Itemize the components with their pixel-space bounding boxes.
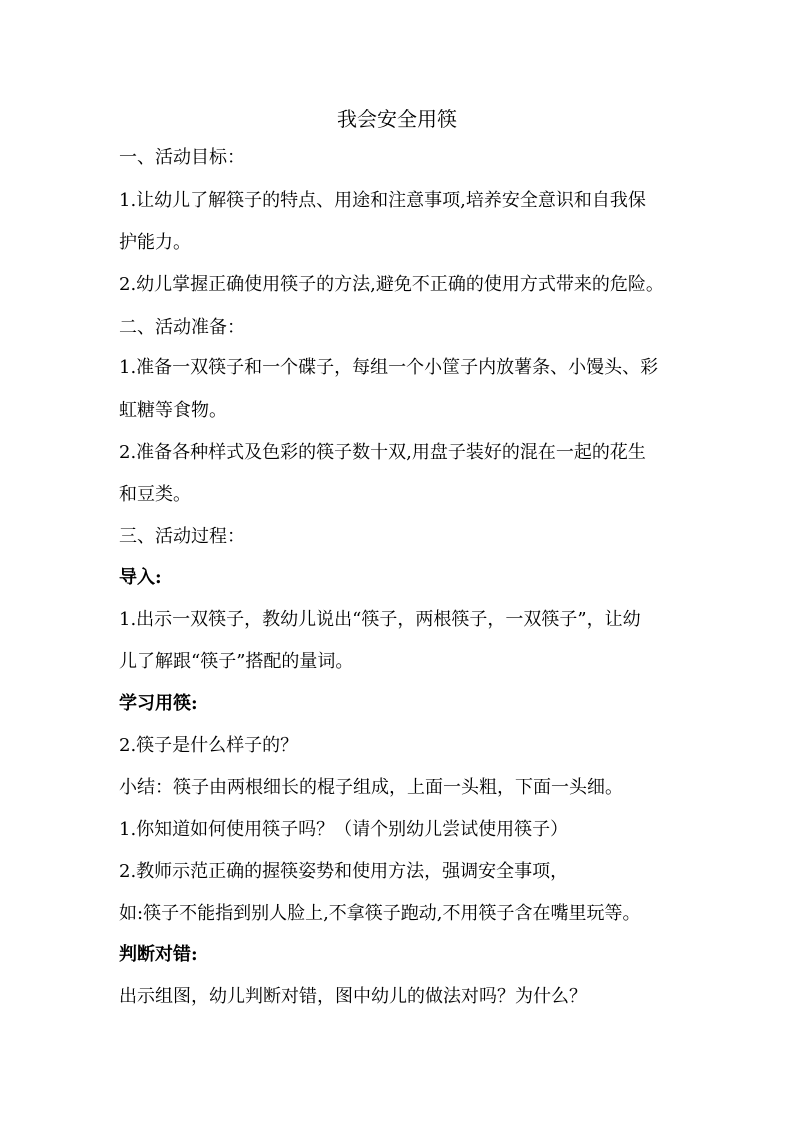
- document-title: 我会安全用筷: [337, 107, 457, 131]
- paragraph-line: 1.出示一双筷子，教幼儿说出“筷子，两根筷子，一双筷子”，让幼: [119, 609, 641, 630]
- subheading-learn: 学习用筷:: [119, 693, 198, 714]
- paragraph-line: 1.准备一双筷子和一个碟子，每组一个小筐子内放薯条、小馒头、彩: [119, 357, 659, 378]
- paragraph-line: 2.准备各种样式及色彩的筷子数十双,用盘子装好的混在一起的花生: [119, 442, 646, 463]
- paragraph-line: 护能力。: [119, 232, 191, 253]
- paragraph-line: 和豆类。: [119, 484, 191, 505]
- section-heading-goals: 一、活动目标：: [119, 147, 245, 168]
- paragraph-line: 小结：筷子由两根细长的棍子组成，上面一头粗，下面一头细。: [119, 777, 623, 798]
- paragraph-line: 1.让幼儿了解筷子的特点、用途和注意事项,培养安全意识和自我保: [119, 190, 646, 211]
- subheading-judge: 判断对错:: [119, 944, 198, 965]
- section-heading-preparation: 二、活动准备：: [119, 317, 245, 338]
- paragraph-line: 1.你知道如何使用筷子吗？（请个别幼儿尝试使用筷子）: [119, 819, 569, 840]
- paragraph-line: 如:筷子不能指到别人脸上,不拿筷子跑动,不用筷子含在嘴里玩等。: [119, 903, 641, 924]
- paragraph-line: 2.幼儿掌握正确使用筷子的方法,避免不正确的使用方式带来的危险。: [119, 274, 664, 295]
- paragraph-line: 2.筷子是什么样子的？: [119, 735, 299, 756]
- paragraph-line: 儿了解跟“筷子”搭配的量词。: [119, 651, 354, 672]
- section-heading-process: 三、活动过程：: [119, 526, 245, 547]
- paragraph-line: 虹糖等食物。: [119, 400, 227, 421]
- subheading-intro: 导入:: [119, 567, 162, 588]
- paragraph-line: 2.教师示范正确的握筷姿势和使用方法，强调安全事项，: [119, 861, 569, 882]
- paragraph-line: 出示组图，幼儿判断对错，图中幼儿的做法对吗？为什么？: [119, 986, 587, 1007]
